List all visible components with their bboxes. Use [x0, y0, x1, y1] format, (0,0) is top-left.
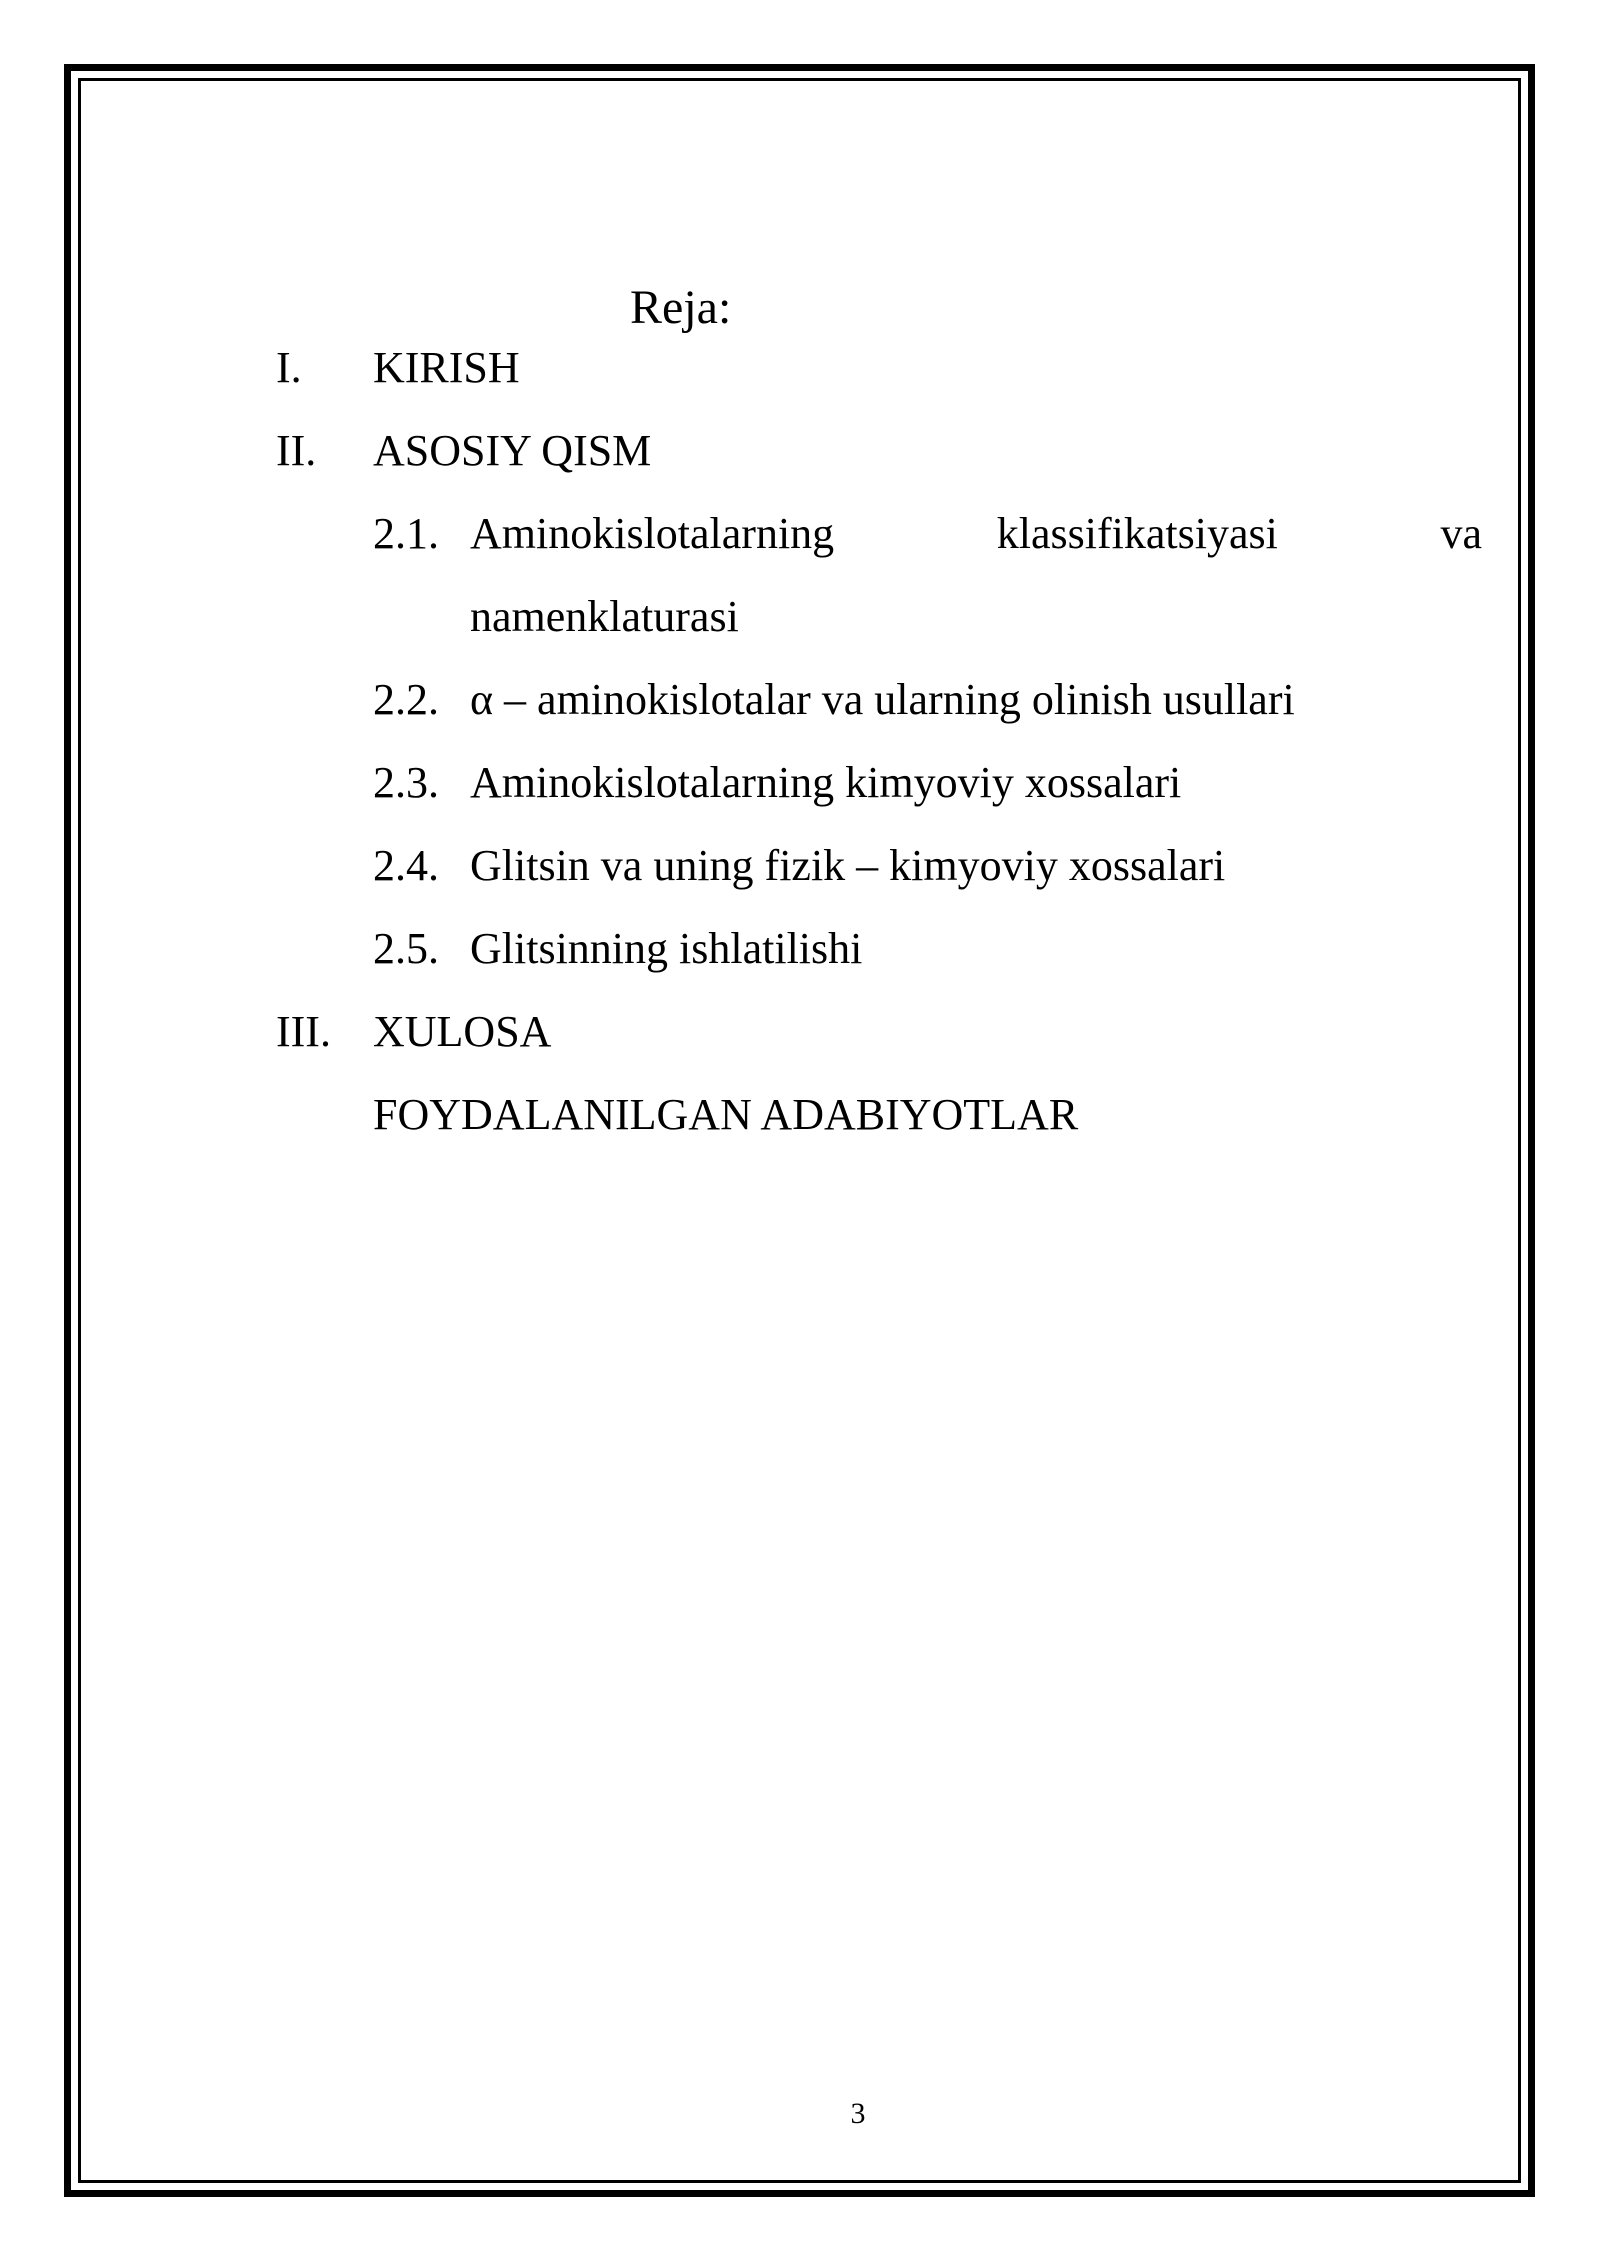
outline-numeral-main: II. — [276, 426, 317, 475]
page-number: 3 — [850, 2097, 866, 2130]
outline-numeral-intro: I. — [276, 343, 302, 392]
subsection-word: Aminokislotalarning — [470, 509, 835, 558]
subsection-item-2-5: Glitsinning ishlatilishi — [470, 924, 863, 973]
subsection-word: va — [1440, 509, 1482, 558]
outline-item-conclusion: XULOSA — [373, 1007, 552, 1056]
subsection-number: 2.1. — [373, 509, 439, 558]
outline-numeral-conclusion: III. — [276, 1007, 331, 1056]
page-title: Reja: — [630, 281, 732, 334]
subsection-item-2-4: Glitsin va uning fizik – kimyoviy xossalari — [470, 841, 1226, 890]
subsection-number: 2.5. — [373, 924, 439, 973]
subsection-number: 2.4. — [373, 841, 439, 890]
outline-item-main: ASOSIY QISM — [373, 426, 652, 475]
subsection-continuation: namenklaturasi — [470, 592, 739, 641]
subsection-word: klassifikatsiyasi — [996, 509, 1278, 558]
subsection-item-2-1 — [470, 506, 1482, 562]
outline-item-references: FOYDALANILGAN ADABIYOTLAR — [373, 1090, 1079, 1139]
subsection-item-2-2: α – aminokislotalar va ularning olinish usullari — [470, 675, 1295, 724]
subsection-item-2-3: Aminokislotalarning kimyoviy xossalari — [470, 758, 1182, 807]
subsection-number: 2.3. — [373, 758, 439, 807]
subsection-number: 2.2. — [373, 675, 439, 724]
outline-item-intro: KIRISH — [373, 343, 520, 392]
